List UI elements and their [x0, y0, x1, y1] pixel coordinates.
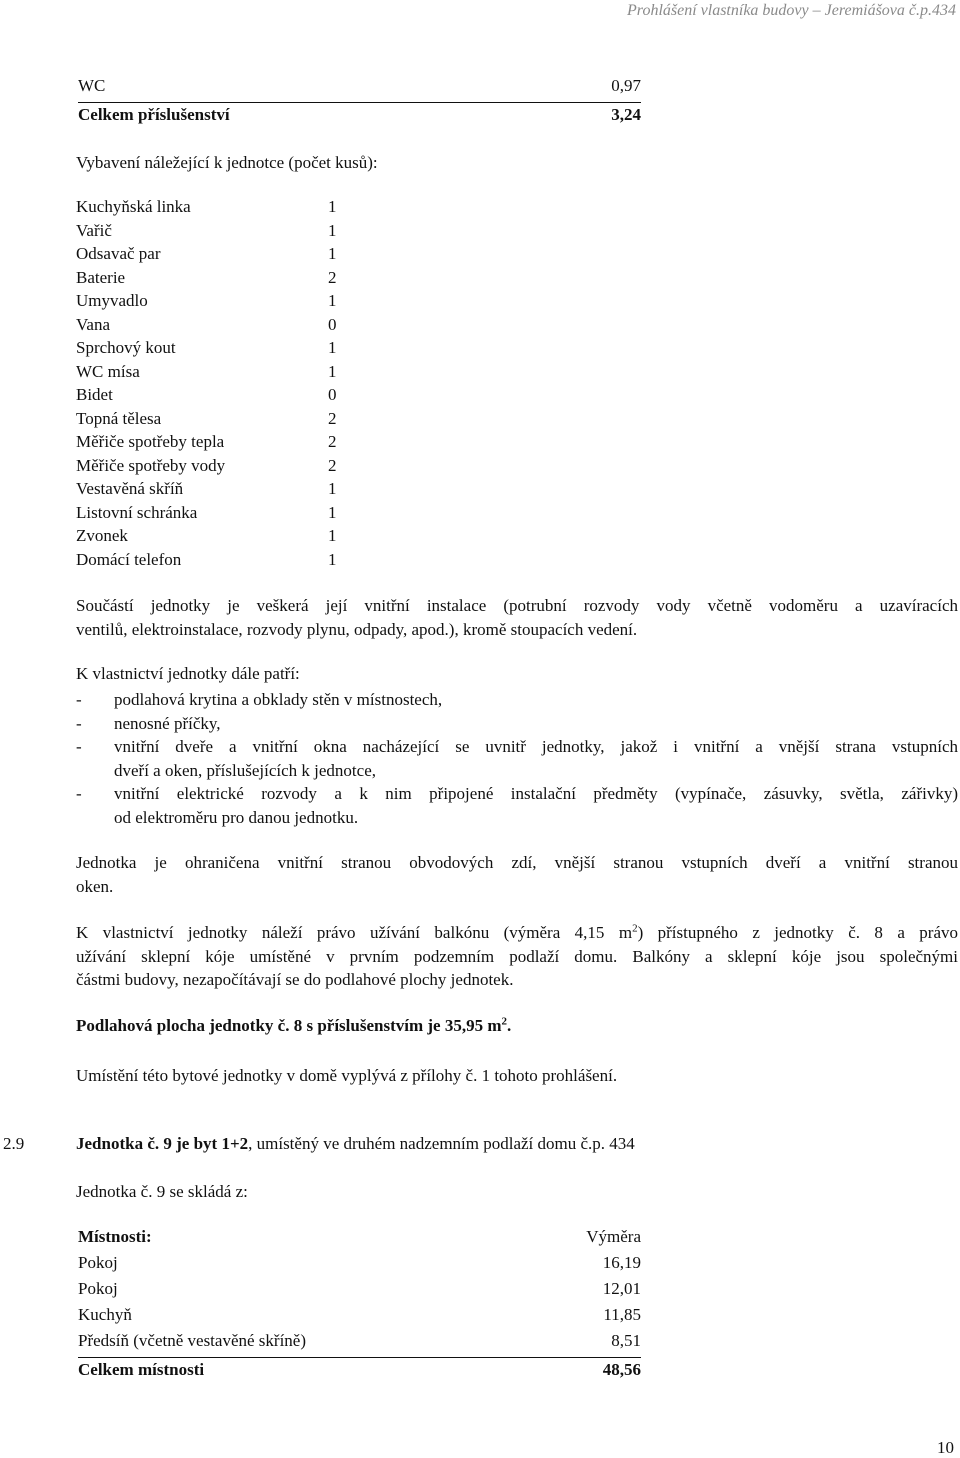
equipment-quantity: 1 — [328, 244, 337, 263]
equipment-name: Měřiče spotřeby vody — [76, 455, 226, 475]
list-item-line: nenosné příčky, — [114, 713, 221, 733]
equipment-name: Vana — [76, 314, 110, 334]
list-item — [76, 221, 346, 245]
page-number: 10 — [937, 1438, 954, 1457]
equipment-quantity: 1 — [328, 338, 337, 357]
ownership-intro: K vlastnictví jednotky dále patří: — [76, 664, 300, 683]
equipment-name: Odsavač par — [76, 244, 161, 263]
section-number: 2.9 — [3, 1134, 25, 1153]
equipment-name: Měřiče spotřeby tepla — [76, 432, 225, 451]
list-item — [76, 735, 958, 782]
superscript: 2 — [501, 1015, 507, 1028]
paragraph-line: částmi budovy, nezapočítávají se do podlahové plochy jednotek. — [76, 970, 514, 989]
room-name: Pokoj — [78, 1253, 118, 1272]
list-item — [76, 268, 346, 292]
paragraph-line: užívání sklepní kóje umístěné v prvním podzemním podlaží domu. Balkóny a sklepní kóje jsou společnými — [76, 946, 958, 966]
floor-area-text: Podlahová plocha jednotky č. 8 s příslušenstvím je 35,95 m — [76, 1016, 502, 1035]
balcony-paragraph — [76, 921, 958, 992]
accessories-summary-table — [78, 76, 641, 131]
paragraph-line: ventilů, elektroinstalace, rozvody plynu, odpady, apod.), kromě stoupacích vedení. — [76, 619, 638, 639]
table-row — [78, 1253, 641, 1279]
list-item — [76, 712, 958, 736]
room-name: Kuchyň — [78, 1305, 132, 1324]
list-item — [76, 244, 346, 268]
rooms-total-label: Celkem místnosti — [78, 1360, 205, 1379]
superscript: 2 — [632, 922, 638, 935]
running-header: Prohlášení vlastníka budovy – Jeremiášova č.p.434 — [627, 2, 956, 19]
summary-value: 0,97 — [611, 76, 641, 95]
rooms-header-row — [78, 1227, 641, 1253]
equipment-quantity: 1 — [328, 197, 337, 216]
list-item — [76, 688, 958, 712]
list-item-line: podlahová krytina a obklady stěn v místnostech, — [114, 690, 443, 709]
list-item — [76, 503, 346, 527]
room-area: 16,19 — [602, 1253, 641, 1272]
equipment-name: Domácí telefon — [76, 549, 182, 569]
equipment-name: Vestavěná skříň — [76, 479, 184, 498]
section-title — [76, 1134, 635, 1154]
equipment-quantity: 1 — [328, 526, 337, 545]
room-area: 12,01 — [602, 1279, 641, 1298]
list-item — [76, 385, 346, 409]
rooms-total-row — [78, 1360, 641, 1386]
equipment-name: Vařič — [76, 220, 112, 240]
rooms-table — [78, 1227, 641, 1386]
equipment-name: Zvonek — [76, 526, 128, 545]
equipment-name: Bidet — [76, 385, 113, 404]
table-row — [78, 1305, 641, 1331]
summary-row-wc — [78, 76, 641, 103]
list-item — [76, 291, 346, 315]
equipment-quantity: 1 — [328, 549, 337, 569]
list-item — [76, 197, 346, 221]
floor-area-end: . — [507, 1016, 512, 1035]
summary-total-value: 3,24 — [611, 105, 641, 124]
room-area: 8,51 — [611, 1331, 641, 1350]
dash-bullet: - — [76, 690, 82, 709]
equipment-intro: Vybavení náležející k jednotce (počet kusů): — [76, 153, 378, 172]
equipment-quantity: 2 — [328, 408, 337, 428]
equipment-quantity: 1 — [328, 220, 337, 240]
equipment-quantity: 2 — [328, 455, 337, 475]
dash-bullet: - — [76, 713, 82, 733]
boundary-paragraph — [76, 851, 958, 898]
paragraph-line: oken. — [76, 876, 114, 896]
equipment-quantity: 1 — [328, 361, 337, 381]
equipment-quantity: 2 — [328, 267, 337, 287]
equipment-quantity: 0 — [328, 385, 337, 404]
equipment-quantity: 0 — [328, 314, 337, 334]
paragraph-line: Jednotka je ohraničena vnitřní stranou obvodových zdí, vnější stranou vstupních dveří a vnitřní stranou — [76, 853, 958, 872]
equipment-quantity: 2 — [328, 432, 337, 451]
list-item — [76, 550, 346, 574]
equipment-name: Topná tělesa — [76, 408, 162, 428]
floor-area-statement — [76, 1016, 511, 1036]
installations-paragraph — [76, 594, 958, 641]
summary-row-total — [78, 105, 641, 131]
ownership-list — [76, 688, 958, 829]
summary-total-label: Celkem příslušenství — [78, 105, 230, 124]
list-item — [76, 338, 346, 362]
equipment-name: Umyvadlo — [76, 291, 148, 310]
equipment-name: WC mísa — [76, 361, 140, 381]
table-row — [78, 1279, 641, 1305]
composition-intro: Jednotka č. 9 se skládá z: — [76, 1182, 248, 1201]
list-item-line: vnitřní elektrické rozvody a k nim připojené instalační předměty (vypínače, zásuvky, světla, zářivky) — [114, 784, 958, 803]
room-name: Pokoj — [78, 1279, 118, 1298]
summary-label: WC — [78, 76, 106, 95]
paragraph-line — [76, 921, 958, 945]
section-title-bold: Jednotka č. 9 je byt 1+2 — [76, 1134, 249, 1153]
equipment-quantity: 1 — [328, 502, 337, 522]
equipment-name: Kuchyňská linka — [76, 197, 191, 216]
room-area: 11,85 — [603, 1305, 641, 1324]
list-item — [76, 315, 346, 339]
rooms-header-value: Výměra — [586, 1227, 641, 1246]
list-item — [76, 409, 346, 433]
list-item — [76, 479, 346, 503]
equipment-quantity: 1 — [328, 479, 337, 498]
room-name: Předsíň (včetně vestavěné skříně) — [78, 1331, 306, 1350]
list-item — [76, 456, 346, 480]
location-statement: Umístění této bytové jednotky v domě vyplývá z přílohy č. 1 tohoto prohlášení. — [76, 1066, 618, 1085]
dash-bullet: - — [76, 784, 82, 803]
list-item — [76, 526, 346, 550]
equipment-quantity: 1 — [328, 291, 337, 310]
equipment-name: Sprchový kout — [76, 338, 176, 357]
rooms-total-value: 48,56 — [602, 1360, 641, 1379]
balcony-text-a: K vlastnictví jednotky náleží právo užívání balkónu (výměra 4,15 m — [76, 923, 633, 942]
section-title-rest: , umístěný ve druhém nadzemním podlaží domu č.p. 434 — [248, 1134, 635, 1153]
list-item-line: vnitřní dveře a vnitřní okna nacházející se uvnitř jednotky, jakož i vnitřní a vnější strana vstupních — [114, 737, 958, 756]
equipment-name: Baterie — [76, 267, 126, 287]
paragraph-line: Součástí jednotky je veškerá její vnitřní instalace (potrubní rozvody vody včetně vodoměru a uzavíracích — [76, 596, 958, 615]
rooms-header-label: Místnosti: — [78, 1227, 152, 1246]
balcony-text-b: ) přístupného z jednotky č. 8 a právo — [637, 923, 959, 942]
list-item-line: od elektroměru pro danou jednotku. — [114, 807, 359, 827]
equipment-list — [76, 197, 346, 573]
list-item-line: dveří a oken, příslušejících k jednotce, — [114, 760, 376, 780]
table-row — [78, 1331, 641, 1358]
list-item — [76, 782, 958, 829]
list-item — [76, 432, 346, 456]
equipment-name: Listovní schránka — [76, 502, 198, 522]
list-item — [76, 362, 346, 386]
dash-bullet: - — [76, 737, 82, 756]
